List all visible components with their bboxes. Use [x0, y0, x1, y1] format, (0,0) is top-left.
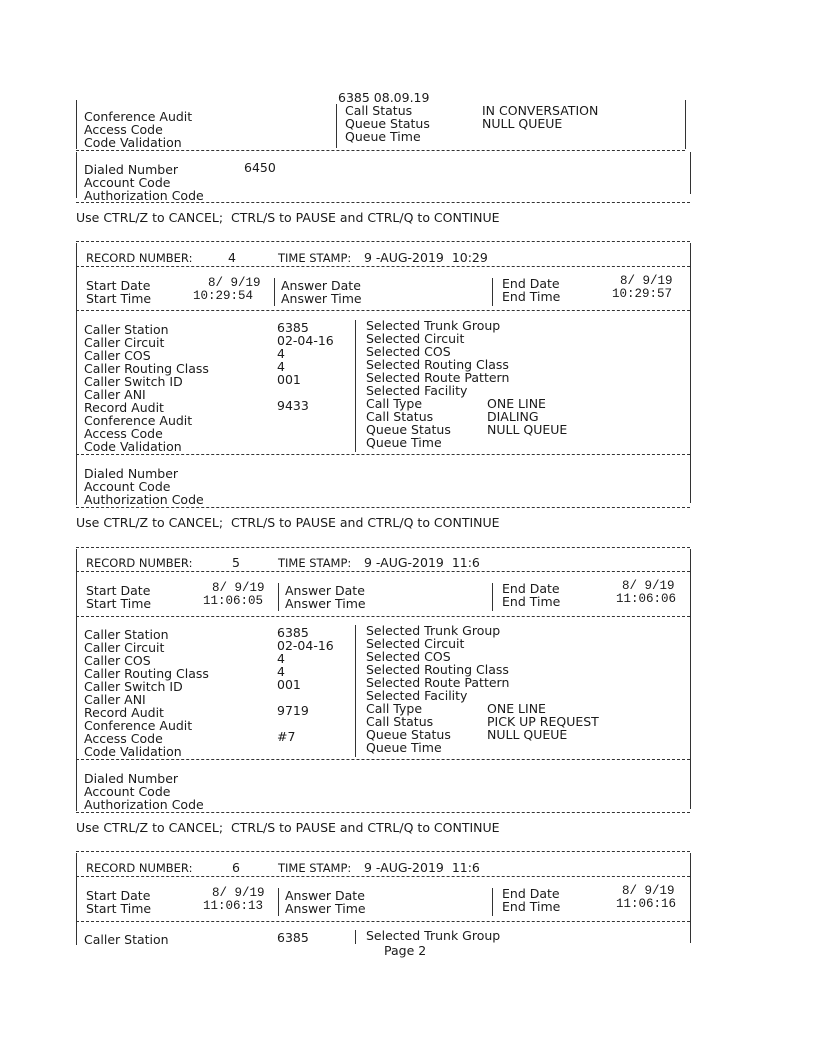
- dialed-number-value: 6450: [244, 160, 276, 175]
- start-date-label: Start Date: [86, 888, 151, 903]
- account-code-label: Account Code: [84, 479, 171, 494]
- account-code-label: Account Code: [84, 175, 171, 190]
- record-audit-value: 9433: [277, 398, 309, 413]
- divider: [76, 150, 685, 151]
- caller-station-label: Caller Station: [84, 627, 169, 642]
- divider: [76, 616, 690, 617]
- selected-routing-class-label: Selected Routing Class: [366, 357, 509, 372]
- start-time-value: 11:06:13: [203, 899, 264, 913]
- caller-switch-id-label: Caller Switch ID: [84, 679, 183, 694]
- selected-route-pattern-label: Selected Route Pattern: [366, 370, 510, 385]
- end-date-value: 8/ 9/19: [620, 274, 673, 288]
- start-time-label: Start Time: [86, 291, 152, 306]
- caller-ani-label: Caller ANI: [84, 387, 146, 402]
- caller-cos-label: Caller COS: [84, 348, 151, 363]
- caller-circuit-label: Caller Circuit: [84, 335, 165, 350]
- queue-status-value: NULL QUEUE: [487, 727, 568, 742]
- record-number-label: RECORD NUMBER:: [86, 556, 193, 570]
- call-status-value: IN CONVERSATION: [482, 103, 599, 118]
- call-status-label: Call Status: [366, 409, 434, 424]
- caller-switch-id-value: 001: [277, 372, 301, 387]
- start-date-value: 8/ 9/19: [212, 581, 265, 595]
- border-right: [690, 853, 691, 943]
- start-date-label: Start Date: [86, 583, 151, 598]
- border-right: [690, 243, 691, 503]
- border-right: [690, 549, 691, 809]
- column-divider: [355, 625, 356, 757]
- call-type-label: Call Type: [366, 701, 423, 716]
- record-header-id: 6385 08.09.19: [338, 90, 430, 105]
- answer-date-label: Answer Date: [285, 583, 365, 598]
- queue-status-value: NULL QUEUE: [482, 116, 563, 131]
- call-type-value: ONE LINE: [487, 396, 546, 411]
- queue-status-value: NULL QUEUE: [487, 422, 568, 437]
- page-number: Page 2: [384, 943, 427, 958]
- caller-circuit-label: Caller Circuit: [84, 640, 165, 655]
- column-divider: [492, 583, 493, 611]
- record-number-value: 5: [232, 555, 240, 570]
- selected-cos-label: Selected COS: [366, 344, 451, 359]
- start-time-label: Start Time: [86, 901, 152, 916]
- end-date-label: End Date: [502, 581, 560, 596]
- time-stamp-label: TIME STAMP:: [278, 556, 352, 570]
- conference-audit-label: Conference Audit: [84, 718, 193, 733]
- prompt-line: Use CTRL/Z to CANCEL; CTRL/S to PAUSE and CTRL/Q to CONTINUE: [76, 515, 500, 530]
- divider: [76, 507, 690, 508]
- dialed-number-label: Dialed Number: [84, 466, 179, 481]
- column-divider: [278, 583, 279, 611]
- border-left: [76, 100, 77, 149]
- caller-routing-class-label: Caller Routing Class: [84, 666, 209, 681]
- divider: [76, 921, 690, 922]
- call-status-value: DIALING: [487, 409, 539, 424]
- record-audit-label: Record Audit: [84, 705, 164, 720]
- border-right: [690, 152, 691, 194]
- selected-circuit-label: Selected Circuit: [366, 636, 465, 651]
- selected-circuit-label: Selected Circuit: [366, 331, 465, 346]
- border-left: [76, 243, 77, 505]
- column-divider: [355, 930, 356, 944]
- authorization-code-label: Authorization Code: [84, 188, 204, 203]
- time-stamp-value: 9 -AUG-2019 11:6: [364, 555, 480, 570]
- divider: [76, 571, 690, 572]
- access-code-label: Access Code: [84, 122, 163, 137]
- prompt-line: Use CTRL/Z to CANCEL; CTRL/S to PAUSE and CTRL/Q to CONTINUE: [76, 210, 500, 225]
- divider: [76, 547, 690, 548]
- selected-cos-label: Selected COS: [366, 649, 451, 664]
- code-validation-label: Code Validation: [84, 744, 182, 759]
- column-divider: [355, 320, 356, 452]
- record-number-value: 6: [232, 860, 240, 875]
- time-stamp-value: 9 -AUG-2019 10:29: [364, 250, 488, 265]
- prompt-line: Use CTRL/Z to CANCEL; CTRL/S to PAUSE and CTRL/Q to CONTINUE: [76, 820, 500, 835]
- call-type-value: ONE LINE: [487, 701, 546, 716]
- code-validation-label: Code Validation: [84, 135, 182, 150]
- queue-time-label: Queue Time: [366, 740, 442, 755]
- call-status-value: PICK UP REQUEST: [487, 714, 599, 729]
- caller-cos-label: Caller COS: [84, 653, 151, 668]
- call-type-label: Call Type: [366, 396, 423, 411]
- divider: [76, 812, 690, 813]
- answer-date-label: Answer Date: [281, 278, 361, 293]
- divider: [76, 876, 690, 877]
- end-time-label: End Time: [502, 594, 561, 609]
- caller-station-value: 6385: [277, 930, 309, 945]
- caller-routing-class-value: 4: [277, 664, 285, 679]
- column-divider: [336, 104, 337, 148]
- end-time-value: 11:06:06: [616, 592, 677, 606]
- column-divider: [492, 888, 493, 916]
- access-code-value: #7: [277, 729, 296, 744]
- column-divider: [278, 888, 279, 916]
- caller-circuit-value: 02-04-16: [277, 638, 334, 653]
- caller-station-label: Caller Station: [84, 322, 169, 337]
- record-number-value: 4: [228, 250, 236, 265]
- queue-status-label: Queue Status: [345, 116, 430, 131]
- border-right: [685, 100, 686, 149]
- caller-switch-id-label: Caller Switch ID: [84, 374, 183, 389]
- start-time-value: 11:06:05: [203, 594, 264, 608]
- start-time-label: Start Time: [86, 596, 152, 611]
- time-stamp-value: 9 -AUG-2019 11:6: [364, 860, 480, 875]
- caller-ani-label: Caller ANI: [84, 692, 146, 707]
- column-divider: [492, 278, 493, 306]
- answer-time-label: Answer Time: [285, 901, 366, 916]
- selected-trunk-group-label: Selected Trunk Group: [366, 318, 501, 333]
- caller-circuit-value: 02-04-16: [277, 333, 334, 348]
- answer-time-label: Answer Time: [285, 596, 366, 611]
- caller-station-value: 6385: [277, 320, 309, 335]
- queue-time-label: Queue Time: [345, 129, 421, 144]
- divider: [76, 266, 690, 267]
- answer-time-label: Answer Time: [281, 291, 362, 306]
- end-date-value: 8/ 9/19: [622, 579, 675, 593]
- record-number-label: RECORD NUMBER:: [86, 251, 193, 265]
- queue-time-label: Queue Time: [366, 435, 442, 450]
- end-time-label: End Time: [502, 899, 561, 914]
- caller-switch-id-value: 001: [277, 677, 301, 692]
- record-audit-value: 9719: [277, 703, 309, 718]
- conference-audit-label: Conference Audit: [84, 413, 193, 428]
- start-date-value: 8/ 9/19: [208, 276, 261, 290]
- call-status-label: Call Status: [345, 103, 413, 118]
- record-audit-label: Record Audit: [84, 400, 164, 415]
- caller-cos-value: 4: [277, 346, 285, 361]
- authorization-code-label: Authorization Code: [84, 492, 204, 507]
- divider: [76, 241, 690, 242]
- end-time-label: End Time: [502, 289, 561, 304]
- answer-date-label: Answer Date: [285, 888, 365, 903]
- queue-status-label: Queue Status: [366, 727, 451, 742]
- end-date-label: End Date: [502, 276, 560, 291]
- end-time-value: 10:29:57: [612, 287, 673, 301]
- conference-audit-label: Conference Audit: [84, 109, 193, 124]
- code-validation-label: Code Validation: [84, 439, 182, 454]
- border-left: [76, 152, 77, 198]
- border-left: [76, 853, 77, 945]
- selected-routing-class-label: Selected Routing Class: [366, 662, 509, 677]
- record-number-label: RECORD NUMBER:: [86, 861, 193, 875]
- account-code-label: Account Code: [84, 784, 171, 799]
- divider: [76, 310, 690, 311]
- selected-trunk-group-label: Selected Trunk Group: [366, 928, 501, 943]
- caller-cos-value: 4: [277, 651, 285, 666]
- column-divider: [274, 278, 275, 306]
- queue-status-label: Queue Status: [366, 422, 451, 437]
- end-date-label: End Date: [502, 886, 560, 901]
- divider: [76, 759, 690, 760]
- divider: [76, 202, 690, 203]
- call-status-label: Call Status: [366, 714, 434, 729]
- end-date-value: 8/ 9/19: [622, 884, 675, 898]
- divider: [76, 454, 690, 455]
- time-stamp-label: TIME STAMP:: [278, 251, 352, 265]
- dialed-number-label: Dialed Number: [84, 771, 179, 786]
- dialed-number-label: Dialed Number: [84, 162, 179, 177]
- end-time-value: 11:06:16: [616, 897, 677, 911]
- caller-routing-class-value: 4: [277, 359, 285, 374]
- selected-route-pattern-label: Selected Route Pattern: [366, 675, 510, 690]
- caller-routing-class-label: Caller Routing Class: [84, 361, 209, 376]
- access-code-label: Access Code: [84, 426, 163, 441]
- selected-facility-label: Selected Facility: [366, 383, 468, 398]
- border-left: [76, 549, 77, 811]
- time-stamp-label: TIME STAMP:: [278, 861, 352, 875]
- caller-station-label: Caller Station: [84, 932, 169, 947]
- access-code-label: Access Code: [84, 731, 163, 746]
- caller-station-value: 6385: [277, 625, 309, 640]
- start-date-label: Start Date: [86, 278, 151, 293]
- selected-facility-label: Selected Facility: [366, 688, 468, 703]
- authorization-code-label: Authorization Code: [84, 797, 204, 812]
- divider: [76, 851, 690, 852]
- selected-trunk-group-label: Selected Trunk Group: [366, 623, 501, 638]
- start-time-value: 10:29:54: [193, 289, 254, 303]
- start-date-value: 8/ 9/19: [212, 886, 265, 900]
